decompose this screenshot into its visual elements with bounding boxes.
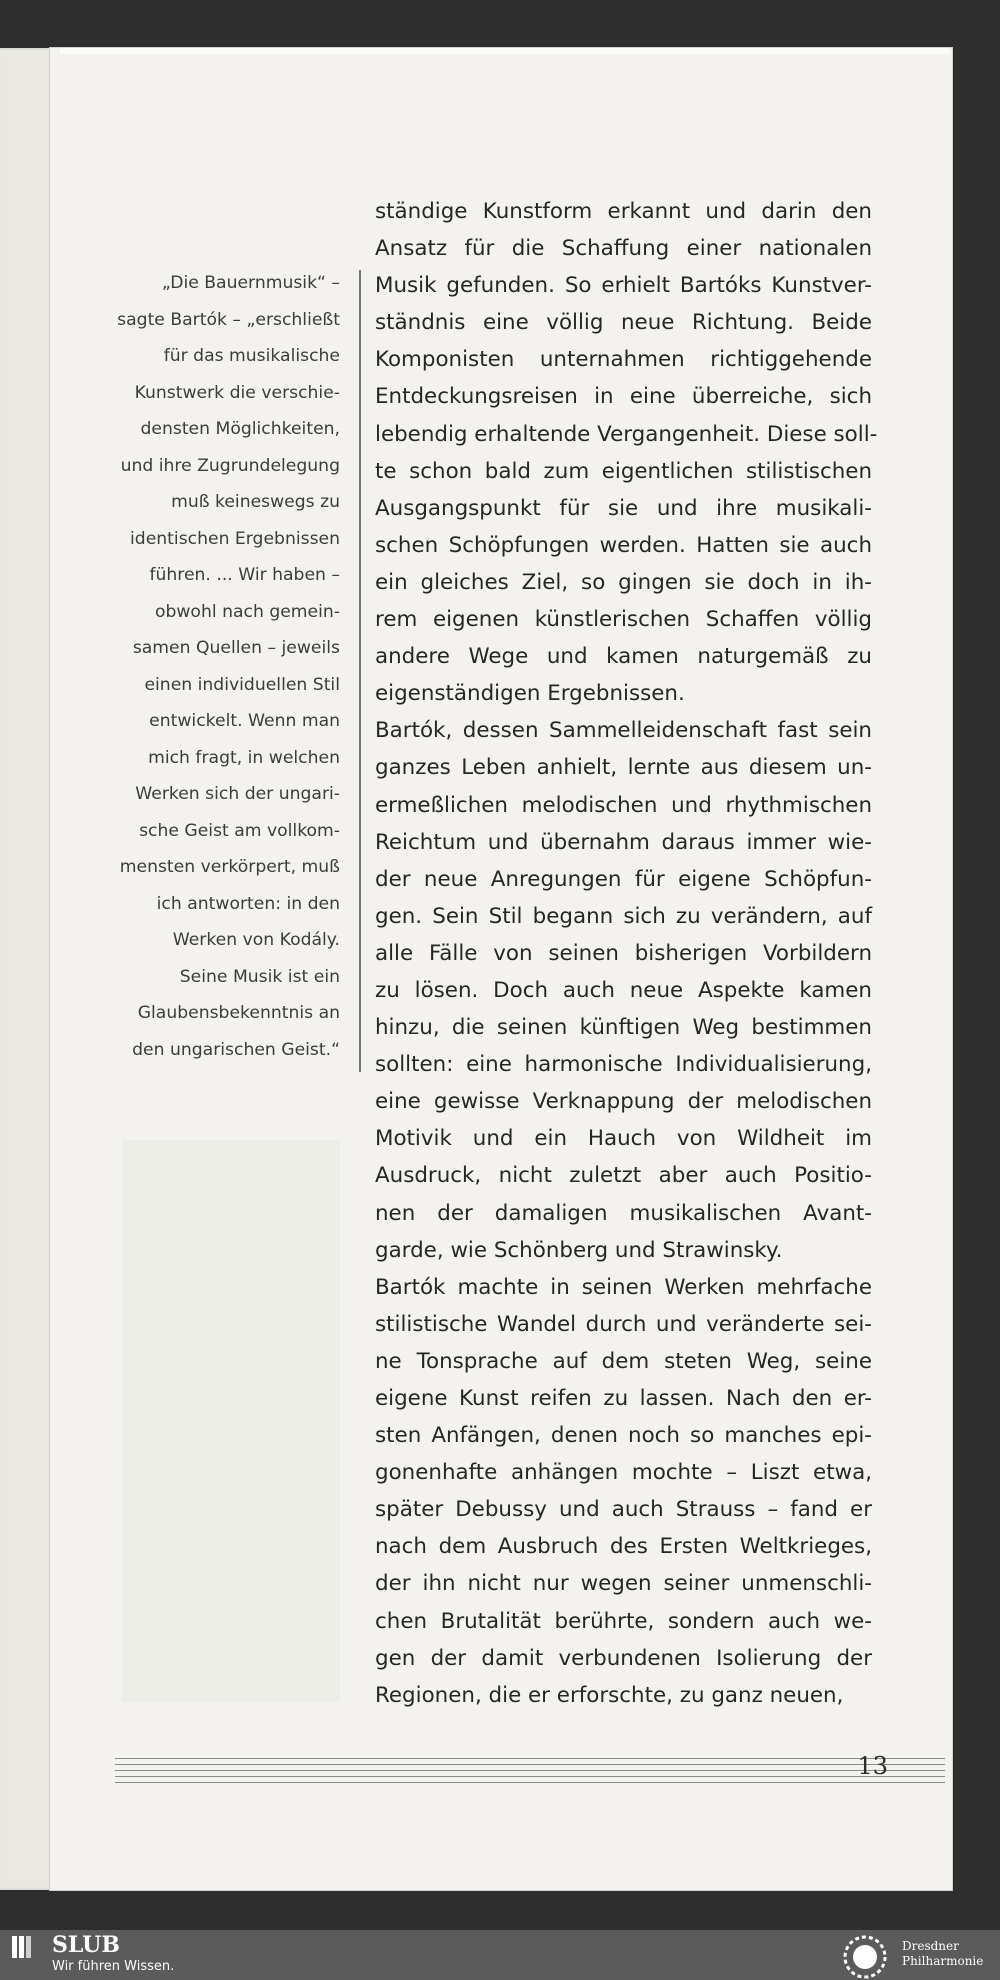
body-text-line: später Debussy und auch Strauss – fand er bbox=[375, 1497, 872, 1523]
sidebar-quote-line: densten Möglichkeiten, bbox=[140, 419, 340, 439]
body-text-line: chen Brutalität berührte, sondern auch we- bbox=[375, 1608, 872, 1634]
body-text-line: Ausdruck, nicht zuletzt aber auch Positio- bbox=[375, 1163, 872, 1189]
body-text-line: Bartók, dessen Sammelleidenschaft fast sein bbox=[375, 718, 872, 744]
body-text-line: Entdeckungsreisen in eine überreiche, sich bbox=[375, 384, 872, 410]
body-text-line: hinzu, die seinen künftigen Weg bestimmen bbox=[375, 1015, 872, 1041]
body-text-line: Bartók machte in seinen Werken mehrfache bbox=[375, 1274, 872, 1300]
body-text-line: Regionen, die er erforschte, zu ganz neuen, bbox=[375, 1682, 844, 1708]
sidebar-quote-line: identischen Ergebnissen bbox=[130, 528, 340, 549]
sidebar-divider bbox=[359, 270, 361, 1072]
sidebar-quote-line: samen Quellen – jeweils bbox=[132, 638, 340, 658]
sidebar-quote-line: und ihre Zugrundelegung bbox=[120, 455, 340, 476]
sidebar-quote-line: mich fragt, in welchen bbox=[148, 747, 340, 768]
body-text-line: ganzes Leben anhielt, lernte aus diesem un- bbox=[375, 755, 872, 781]
body-text-line: eigenständigen Ergebnissen. bbox=[375, 681, 685, 707]
body-text-line: lebendig erhaltende Vergangenheit. Diese soll- bbox=[375, 421, 878, 447]
body-text-line: ständige Kunstform erkannt und darin den bbox=[375, 199, 872, 224]
sidebar-quote-line: „Die Bauernmusik“ – bbox=[161, 273, 340, 293]
body-text-line: ständnis eine völlig neue Richtung. Beide bbox=[375, 310, 872, 336]
body-text-line: der neue Anregungen für eigene Schöpfun- bbox=[375, 866, 872, 892]
page-top-edge bbox=[60, 48, 950, 54]
dresdner-philharmonie-name[interactable] bbox=[902, 1939, 998, 1969]
body-text-line: ermeßlichen melodischen und rhythmischen bbox=[375, 792, 872, 818]
dresdner-philharmonie-logo-icon[interactable] bbox=[842, 1934, 888, 1980]
body-text-line: der ihn nicht nur wegen seiner unmenschli- bbox=[375, 1571, 872, 1597]
body-text-line: gonenhafte anhängen mochte – Liszt etwa, bbox=[375, 1460, 872, 1486]
body-text-line: gen der damit verbundenen Isolierung der bbox=[375, 1645, 872, 1671]
sidebar-quote-line: den ungarischen Geist.“ bbox=[132, 1039, 340, 1060]
body-text-line: Komponisten unternahmen richtiggehende bbox=[375, 347, 872, 373]
sidebar-quote bbox=[98, 265, 340, 1068]
body-text-line: zu lösen. Doch auch neue Aspekte kamen bbox=[375, 977, 872, 1003]
body-text-line: nach dem Ausbruch des Ersten Weltkrieges, bbox=[375, 1534, 872, 1560]
footer-rules bbox=[115, 1752, 945, 1790]
body-text-line: ne Tonsprache auf dem steten Weg, seine bbox=[375, 1348, 872, 1374]
body-text-line: alle Fälle von seinen bisherigen Vorbildern bbox=[375, 940, 872, 966]
sidebar-quote-line: mensten verkörpert, muß bbox=[119, 857, 340, 877]
body-text-line: stilistische Wandel durch und veränderte sei- bbox=[375, 1311, 872, 1337]
body-text-column bbox=[375, 193, 878, 1714]
sidebar-quote-line: für das musikalische bbox=[163, 346, 340, 366]
body-text-line: garde, wie Schönberg und Strawinsky. bbox=[375, 1237, 783, 1263]
body-text-line: Reichtum und übernahm daraus immer wie- bbox=[375, 829, 872, 855]
body-text-line: Motivik und ein Hauch von Wildheit im bbox=[375, 1126, 872, 1152]
page-number: 13 bbox=[857, 1752, 888, 1780]
body-text-line: Ausgangspunkt für sie und ihre musikali- bbox=[375, 495, 872, 521]
body-text-line: nen der damaligen musikalischen Avant- bbox=[375, 1200, 872, 1226]
body-text-line: eine gewisse Verknappung der melodischen bbox=[375, 1089, 872, 1115]
slub-name[interactable]: SLUB bbox=[52, 1932, 120, 1958]
body-text-line: eigene Kunst reifen zu lassen. Nach den er- bbox=[375, 1386, 872, 1411]
body-text-line: te schon bald zum eigentlichen stilistischen bbox=[375, 458, 872, 484]
slub-tagline: Wir führen Wissen. bbox=[52, 1959, 175, 1974]
dp-name-line2: Philharmonie bbox=[902, 1954, 984, 1968]
sidebar-quote-line: entwickelt. Wenn man bbox=[149, 711, 340, 731]
body-text-line: schen Schöpfungen werden. Hatten sie auch bbox=[375, 532, 872, 558]
sidebar-quote-line: sagte Bartók – „erschließt bbox=[117, 309, 340, 330]
sidebar-quote-line: Seine Musik ist ein bbox=[179, 966, 340, 987]
sidebar-quote-line: Glaubensbekenntnis an bbox=[137, 1003, 340, 1023]
body-text-line: sten Anfängen, denen noch so manches epi- bbox=[375, 1423, 872, 1449]
body-text-line: sollten: eine harmonische Individualisierung, bbox=[375, 1052, 872, 1078]
sidebar-quote-line: Werken von Kodály. bbox=[172, 930, 340, 950]
sidebar-quote-line: führen. ... Wir haben – bbox=[149, 565, 340, 585]
body-text-line: andere Wege und kamen naturgemäß zu bbox=[375, 644, 872, 670]
sidebar-quote-line: Werken sich der ungari- bbox=[135, 784, 340, 804]
sidebar-quote-line: muß keineswegs zu bbox=[171, 492, 340, 512]
faded-portrait-image bbox=[122, 1140, 340, 1702]
sidebar-quote-line: ich antworten: in den bbox=[156, 893, 340, 914]
sidebar-quote-line: sche Geist am vollkom- bbox=[139, 820, 340, 841]
body-text-line: Musik gefunden. So erhielt Bartóks Kunstver- bbox=[375, 273, 872, 299]
dp-name-line1: Dresdner bbox=[902, 1939, 959, 1953]
body-text-line: gen. Sein Stil begann sich zu verändern, auf bbox=[375, 903, 872, 929]
slub-logo-icon[interactable] bbox=[12, 1936, 36, 1958]
body-text-line: rem eigenen künstlerischen Schaffen völlig bbox=[375, 607, 872, 633]
body-text-line: Ansatz für die Schaffung einer nationalen bbox=[375, 236, 872, 262]
sidebar-quote-line: Kunstwerk die verschie- bbox=[134, 382, 340, 403]
sidebar-quote-line: einen individuellen Stil bbox=[144, 674, 340, 695]
sidebar-quote-line: obwohl nach gemein- bbox=[154, 601, 340, 622]
body-text-line: ein gleiches Ziel, so gingen sie doch in ih- bbox=[375, 569, 872, 595]
